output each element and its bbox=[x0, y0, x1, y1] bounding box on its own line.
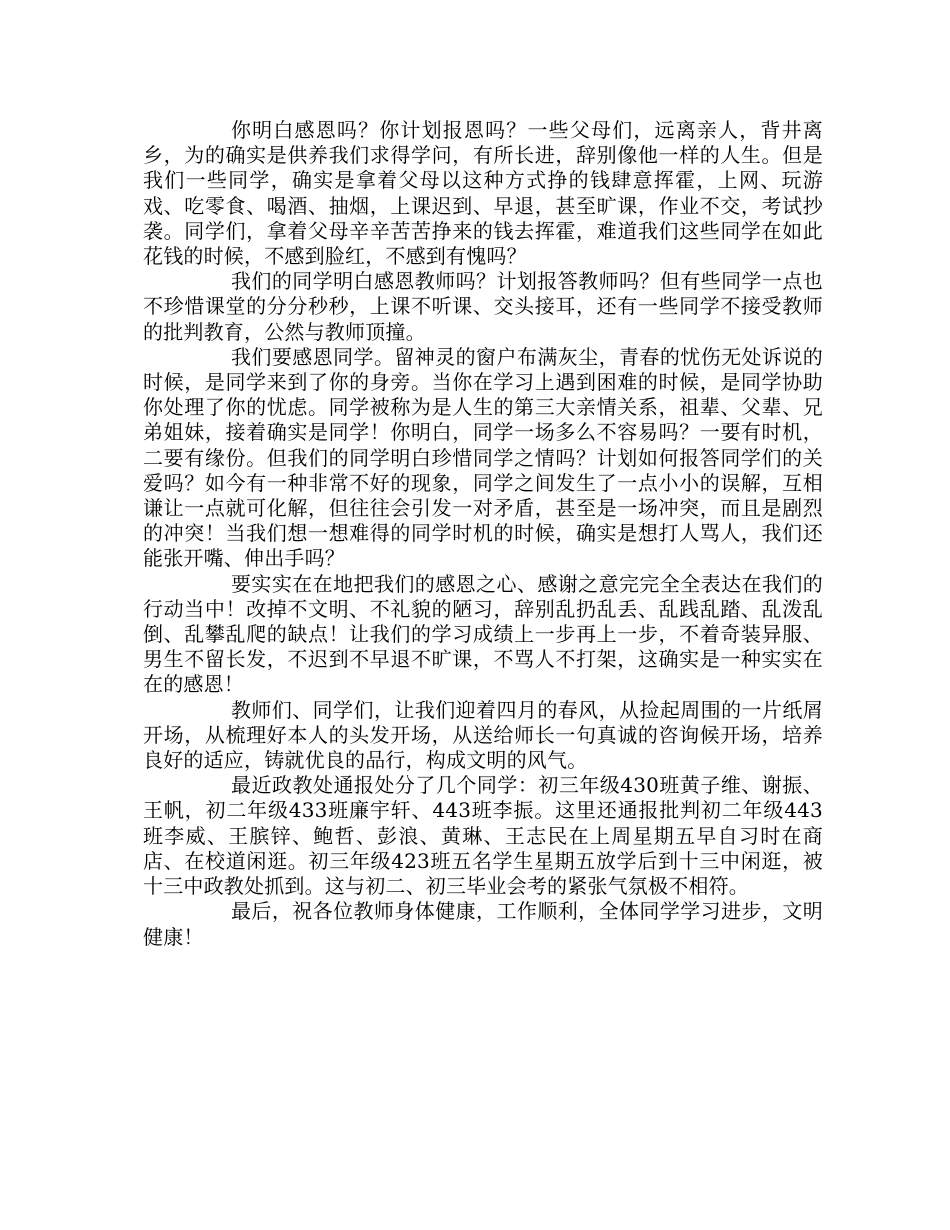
paragraph-gratitude-parents: 你明白感恩吗？你计划报恩吗？一些父母们，远离亲人，背井离乡，为的确实是供养我们求得学问，有所长进，辞别像他一样的人生。但是我们一些同学，确实是拿着父母以这种方式挣的钱肆意挥霍，上网、玩游戏、吃零食、喝酒、抽烟，上课迟到、早退，甚至旷课，作业不交，考试抄袭。同学们，拿着父母辛辛苦苦挣来的钱去挥霍，难道我们这些同学在如此花钱的时候，不感到脸红，不感到有愧吗？ bbox=[143, 118, 823, 269]
paragraph-gratitude-classmates: 我们要感恩同学。留神灵的窗户布满灰尘，青春的忧伤无处诉说的时候，是同学来到了你的身旁。当你在学习上遇到困难的时候，是同学协助你处理了你的忧虑。同学被称为是人生的第三大亲情关系，祖辈、父辈、兄弟姐妹，接着确实是同学！你明白，同学一场多么不容易吗？一要有时机，二要有缘份。但我们的同学明白珍惜同学之情吗？计划如何报答同学们的关爱吗？如今有一种非常不好的现象，同学之间发生了一点小小的误解，互相谦让一点就可化解，但往往会引发一对矛盾，甚至是一场冲突，而且是剧烈的冲突！当我们想一想难得的同学时机的时候，确实是想打人骂人，我们还能张开嘴、伸出手吗？ bbox=[143, 344, 823, 571]
paragraph-spring-call: 教师们、同学们，让我们迎着四月的春风，从捡起周围的一片纸屑开场，从梳理好本人的头发开场，从送给师长一句真诚的咨询候开场，培养良好的适应，铸就优良的品行，构成文明的风气。 bbox=[143, 697, 823, 773]
paragraph-gratitude-teachers: 我们的同学明白感恩教师吗？计划报答教师吗？但有些同学一点也不珍惜课堂的分分秒秒，上课不听课、交头接耳，还有一些同学不接受教师的批判教育，公然与教师顶撞。 bbox=[143, 269, 823, 344]
paragraph-discipline-notice: 最近政教处通报处分了几个同学：初三年级430班黄子维、谢振、王帆，初二年级433班廉宇轩、443班李振。这里还通报批判初二年级443班李威、王膑锌、鲍哲、彭浪、黄琳、王志民在上周星期五早自习时在商店、在校道闲逛。初三年级423班五名学生星期五放学后到十三中闲逛，被十三中政教处抓到。这与初二、初三毕业会考的紧张气氛极不相符。 bbox=[143, 773, 823, 899]
paragraph-actions: 要实实在在地把我们的感恩之心、感谢之意完完全全表达在我们的行动当中！改掉不文明、不礼貌的陋习，辞别乱扔乱丢、乱践乱踏、乱泼乱倒、乱攀乱爬的缺点！让我们的学习成绩上一步再上一步，不着奇装异服、男生不留长发，不迟到不早退不旷课，不骂人不打架，这确实是一种实实在在的感恩！ bbox=[143, 571, 823, 697]
document-body bbox=[143, 118, 823, 950]
paragraph-closing-wishes: 最后，祝各位教师身体健康，工作顺利，全体同学学习进步，文明健康！ bbox=[143, 899, 823, 949]
